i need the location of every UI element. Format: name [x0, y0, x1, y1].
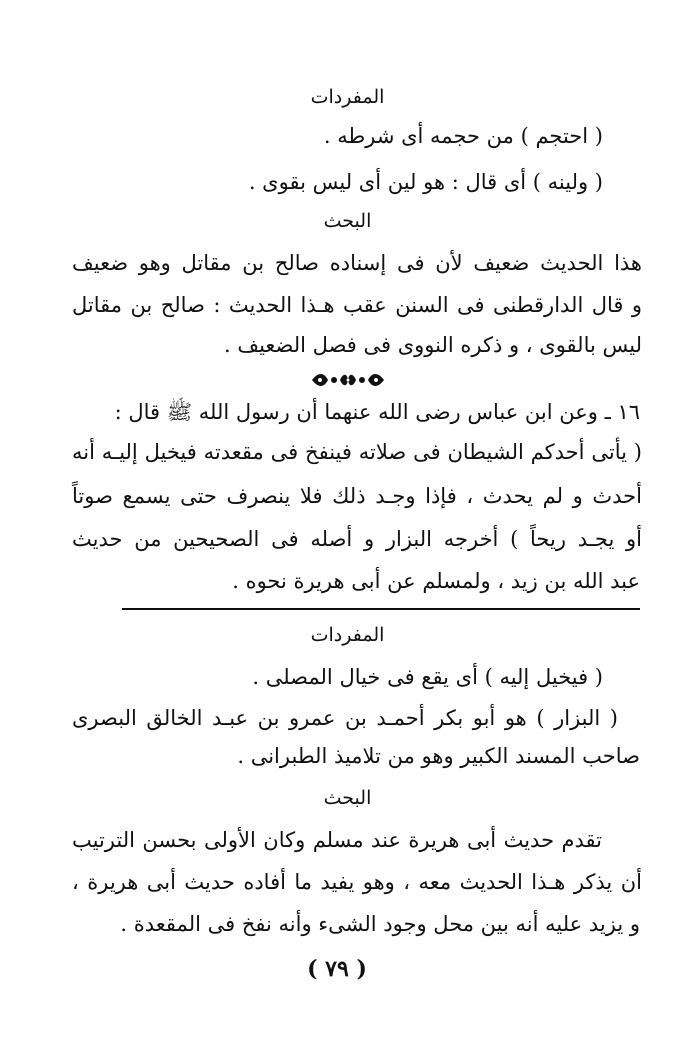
hadith-line: أحدث و لم يحدث ، فإذا وجـد ذلك فلا ينصرف حتى يسمع صوتاً — [72, 484, 642, 508]
section-heading-discussion: البحث — [323, 787, 372, 809]
text-line: تقدم حديث أبى هريرة عند مسلم وكان الأولى بحسن الترتيب — [72, 828, 602, 852]
hadith-line: ١٦ ـ وعن ابن عباس رضى الله عنهما أن رسول الله ﷺ قال : — [114, 400, 640, 424]
text-line: ليس بالقوى ، و ذكره النووى فى فصل الضعيف . — [223, 333, 642, 357]
text-line: ( البزار ) هو أبو بكر أحمـد بن عمرو بن عبـد الخالق البصرى — [72, 706, 618, 730]
text-line: و قال الدارقطنى فى السنن عقب هـذا الحديث : صالح بن مقاتل — [72, 293, 642, 317]
section-heading-vocabulary: المفردات — [310, 624, 385, 646]
hadith-line: أو يجـد ريحاً ) أخرجه البزار و أصله فى الصحيحين من حديث — [72, 527, 642, 551]
text-line: ( فيخيل إليه ) أى يقع فى خيال المصلى . — [252, 665, 603, 689]
text-line: أن يذكر هـذا الحديث معه ، وهو يفيد ما أفاده حديث أبى هريرة ، — [72, 870, 642, 894]
hadith-line: ( يأتى أحدكم الشيطان فى صلاته فينفخ فى مقعدته فيخيل إليـه أنه — [72, 440, 642, 464]
section-heading-vocabulary: المفردات — [310, 86, 385, 108]
section-divider-rule — [122, 608, 640, 610]
text-line: هذا الحديث ضعيف لأن فى إسناده صالح بن مقاتل وهو ضعيف — [72, 251, 642, 275]
hadith-line: عبد الله بن زيد ، ولمسلم عن أبى هريرة نحوه . — [232, 569, 640, 593]
section-heading-discussion: البحث — [323, 210, 372, 232]
page-number: ( ٧٩ ) — [307, 956, 367, 982]
text-line: صاحب المسند الكبير وهو من تلاميذ الطبرانى . — [237, 744, 640, 768]
text-line: و يزيد عليه أنه بين محل وجود الشىء وأنه نفخ فى المقعدة . — [120, 912, 640, 936]
text-line: ( ولينه ) أى قال : هو لين أى ليس بقوى . — [248, 170, 603, 194]
text-line: ( احتجم ) من حجمه أى شرطه . — [323, 124, 603, 148]
ornament-divider-icon — [310, 368, 386, 392]
